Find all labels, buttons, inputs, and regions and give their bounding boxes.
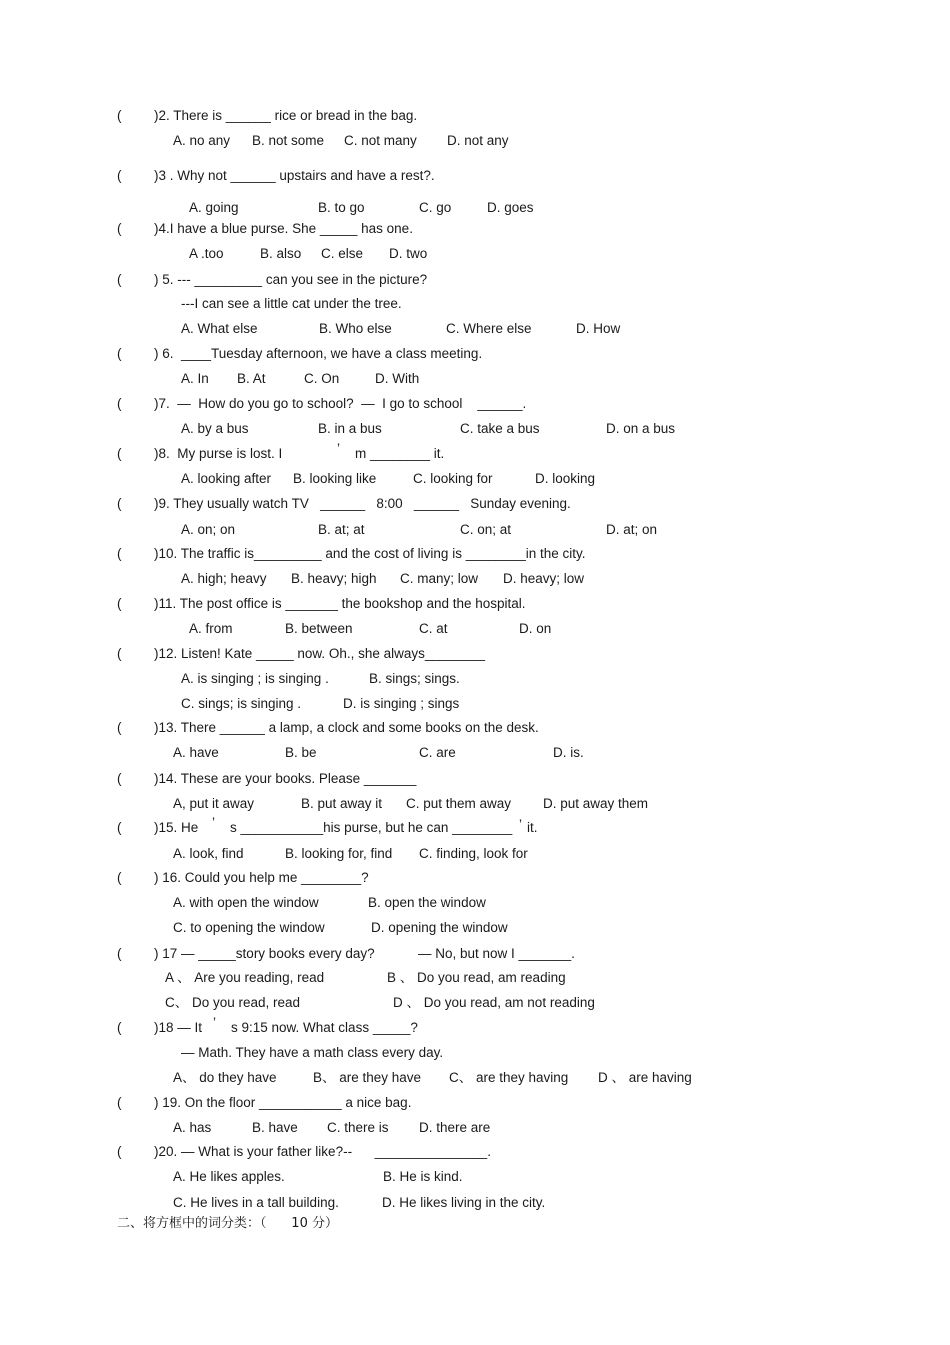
section-heading: 二、将方框中的词分类：（ 10 分） — [117, 1216, 338, 1231]
answer-bracket: ( — [117, 446, 122, 461]
question-stem: )4.I have a blue purse. She _____ has one. — [154, 221, 413, 236]
apostrophe: ’ — [519, 817, 522, 832]
option: C. take a bus — [460, 421, 540, 436]
option: C、 Do you read, read — [165, 995, 301, 1010]
question-stem-end: it. — [527, 820, 538, 835]
option: D. two — [389, 246, 428, 261]
option: B. He is kind. — [383, 1169, 463, 1184]
question-stem: )10. The traffic is_________ and the cost of living is ________in the city. — [154, 546, 586, 561]
option: B. Who else — [319, 321, 392, 336]
option: A. have — [173, 745, 219, 760]
option: C. many; low — [400, 571, 479, 586]
option: B. put away it — [301, 796, 383, 811]
option: D 、 are having — [598, 1070, 692, 1085]
option: B. between — [285, 621, 353, 636]
option: A. with open the window — [173, 895, 319, 910]
question-stem: )9. They usually watch TV ______ 8:00 ______ Sunday evening. — [154, 496, 571, 511]
answer-bracket: ( — [117, 546, 122, 561]
answer-bracket: ( — [117, 771, 122, 786]
option: D. How — [576, 321, 621, 336]
answer-bracket: ( — [117, 346, 122, 361]
option: D 、 Do you read, am not reading — [393, 995, 595, 1010]
option: A. on; on — [181, 522, 236, 537]
option: D. goes — [487, 200, 534, 215]
question-stem-cont: s 9:15 now. What class _____? — [231, 1020, 418, 1035]
option: C. put them away — [406, 796, 512, 811]
option: B. not some — [252, 133, 325, 148]
option: B. to go — [318, 200, 365, 215]
option: C. On — [304, 371, 340, 386]
option: B. looking for, find — [285, 846, 393, 861]
option: D. heavy; low — [503, 571, 585, 586]
question-stem: )18 — It — [154, 1020, 203, 1035]
option: B. in a bus — [318, 421, 382, 436]
option: B. also — [260, 246, 302, 261]
option: A .too — [189, 246, 224, 261]
option: A, put it away — [173, 796, 255, 811]
question-stem: ) 5. --- _________ can you see in the picture? — [154, 272, 428, 287]
option: A. look, find — [173, 846, 244, 861]
option: C. looking for — [413, 471, 493, 486]
question-stem: )13. There ______ a lamp, a clock and some books on the desk. — [154, 720, 539, 735]
option: D. there are — [419, 1120, 491, 1135]
option: A. He likes apples. — [173, 1169, 285, 1184]
answer-bracket: ( — [117, 596, 122, 611]
answer-bracket: ( — [117, 1020, 122, 1035]
option: B. sings; sings. — [369, 671, 460, 686]
option: C. not many — [344, 133, 417, 148]
apostrophe: ’ — [213, 1015, 216, 1030]
question-stem: )7. — How do you go to school? — I go to school ______. — [154, 396, 527, 411]
question-stem: )3 . Why not ______ upstairs and have a rest?. — [154, 168, 435, 183]
question-stem: )8. My purse is lost. I — [154, 446, 283, 461]
option: D. at; on — [606, 522, 658, 537]
question-stem: ) 17 — _____story books every day? — [154, 946, 375, 961]
option: B. be — [285, 745, 317, 760]
option: A. no any — [173, 133, 231, 148]
option: D. on — [519, 621, 552, 636]
option: A. In — [181, 371, 209, 386]
option: A. What else — [181, 321, 258, 336]
option: A. is singing ; is singing . — [181, 671, 329, 686]
option: C. are — [419, 745, 456, 760]
option: D. is. — [553, 745, 584, 760]
option: A. from — [189, 621, 233, 636]
option: C. on; at — [460, 522, 512, 537]
option: C. sings; is singing . — [181, 696, 302, 711]
answer-bracket: ( — [117, 272, 122, 287]
question-stem: )2. There is ______ rice or bread in the bag. — [154, 108, 418, 123]
apostrophe: ’ — [337, 441, 340, 456]
option: C. finding, look for — [419, 846, 528, 861]
option: B 、 Do you read, am reading — [387, 970, 566, 985]
option: A 、 Are you reading, read — [165, 970, 325, 985]
option: C. else — [321, 246, 364, 261]
option: B. At — [237, 371, 266, 386]
answer-bracket: ( — [117, 1144, 122, 1159]
answer-bracket: ( — [117, 221, 122, 236]
question-stem: )11. The post office is _______ the bookshop and the hospital. — [154, 596, 526, 611]
option: D. He likes living in the city. — [382, 1195, 546, 1210]
option: D. put away them — [543, 796, 649, 811]
answer-bracket: ( — [117, 108, 122, 123]
option: A. looking after — [181, 471, 272, 486]
question-stem: ) 16. Could you help me ________? — [154, 870, 369, 885]
option: D. is singing ; sings — [343, 696, 460, 711]
question-stem: )15. He — [154, 820, 199, 835]
question-dialog-line: — Math. They have a math class every day. — [181, 1045, 444, 1060]
answer-bracket: ( — [117, 396, 122, 411]
apostrophe: ’ — [212, 815, 215, 830]
answer-bracket: ( — [117, 870, 122, 885]
option: D. on a bus — [606, 421, 676, 436]
answer-bracket: ( — [117, 646, 122, 661]
answer-bracket: ( — [117, 720, 122, 735]
option: A. high; heavy — [181, 571, 267, 586]
option: D. looking — [535, 471, 596, 486]
question-stem: )12. Listen! Kate _____ now. Oh., she always________ — [154, 646, 485, 661]
option: C. Where else — [446, 321, 532, 336]
option: D. not any — [447, 133, 509, 148]
option: B. open the window — [368, 895, 486, 910]
answer-bracket: ( — [117, 946, 122, 961]
option: A. by a bus — [181, 421, 249, 436]
option: B. looking like — [293, 471, 377, 486]
question-reply: — No, but now I _______. — [418, 946, 575, 961]
option: C. to opening the window — [173, 920, 325, 935]
answer-bracket: ( — [117, 496, 122, 511]
option: B. at; at — [318, 522, 365, 537]
answer-bracket: ( — [117, 1095, 122, 1110]
question-stem: ) 19. On the floor ___________ a nice bag. — [154, 1095, 412, 1110]
option: C、 are they having — [449, 1070, 569, 1085]
answer-bracket: ( — [117, 820, 122, 835]
option: A. going — [189, 200, 239, 215]
option: D. With — [375, 371, 420, 386]
question-dialog-line: ---I can see a little cat under the tree. — [181, 296, 402, 311]
option: B、 are they have — [313, 1070, 422, 1085]
option: B. heavy; high — [291, 571, 377, 586]
question-stem: ) 6. ____Tuesday afternoon, we have a class meeting. — [154, 346, 483, 361]
option: C. at — [419, 621, 448, 636]
answer-bracket: ( — [117, 168, 122, 183]
option: C. He lives in a tall building. — [173, 1195, 339, 1210]
question-stem: )20. — What is your father like?-- _______________. — [154, 1144, 491, 1159]
option: A、 do they have — [173, 1070, 277, 1085]
question-stem-cont: s ___________his purse, but he can ________ — [230, 820, 513, 835]
option: B. have — [252, 1120, 298, 1135]
option: C. go — [419, 200, 452, 215]
question-stem: )14. These are your books. Please _______ — [154, 771, 417, 786]
question-stem-cont: m ________ it. — [355, 446, 445, 461]
option: C. there is — [327, 1120, 389, 1135]
option: D. opening the window — [371, 920, 508, 935]
option: A. has — [173, 1120, 212, 1135]
